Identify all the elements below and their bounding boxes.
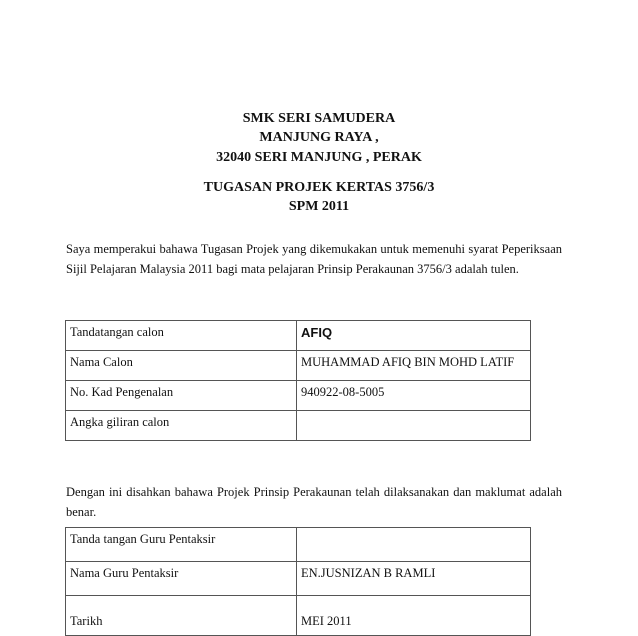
table-row — [66, 381, 531, 411]
teacher-signature — [297, 528, 531, 562]
address-line-2: 32040 SERI MANJUNG , PERAK — [216, 150, 422, 165]
table-cell-label: Tandatangan calon — [66, 321, 297, 351]
date-value: MEI 2011 — [297, 596, 531, 636]
candidate-ic-number: 940922-08-5005 — [297, 381, 531, 411]
table-cell-label: Nama Calon — [66, 351, 297, 381]
exam-title: SPM 2011 — [288, 199, 350, 214]
table-row — [66, 411, 531, 441]
candidate-name: MUHAMMAD AFIQ BIN MOHD LATIF — [297, 351, 531, 381]
table-cell-label: Tanda tangan Guru Pentaksir — [66, 528, 297, 562]
table-row — [66, 528, 531, 562]
confirmation-paragraph: Dengan ini disahkan bahawa Projek Prinsip Perakaunan telah dilaksanakan dan maklumat adalah benar. — [66, 485, 562, 519]
table-cell-label: Tarikh — [66, 596, 297, 636]
candidate-signature: AFIQ — [297, 321, 531, 351]
candidate-index-number — [297, 411, 531, 441]
table-row — [66, 321, 531, 351]
address-line-1: MANJUNG RAYA , — [259, 130, 379, 145]
candidate-table — [65, 320, 531, 441]
teacher-table — [65, 527, 531, 636]
teacher-name: EN.JUSNIZAN B RAMLI — [297, 562, 531, 596]
table-cell-label: Angka giliran calon — [66, 411, 297, 441]
project-title: TUGASAN PROJEK KERTAS 3756/3 — [203, 180, 435, 195]
table-row — [66, 351, 531, 381]
table-cell-label: Nama Guru Pentaksir — [66, 562, 297, 596]
declaration-paragraph: Saya memperakui bahawa Tugasan Projek yang dikemukakan untuk memenuhi syarat Peperiksaan Sijil Pelajaran Malaysia 2011 bagi mata pelajaran Prinsip Perakaunan 3756/3 adalah tulen. — [66, 242, 562, 276]
school-name: SMK SERI SAMUDERA — [242, 111, 396, 126]
table-cell-label: No. Kad Pengenalan — [66, 381, 297, 411]
table-row — [66, 562, 531, 596]
